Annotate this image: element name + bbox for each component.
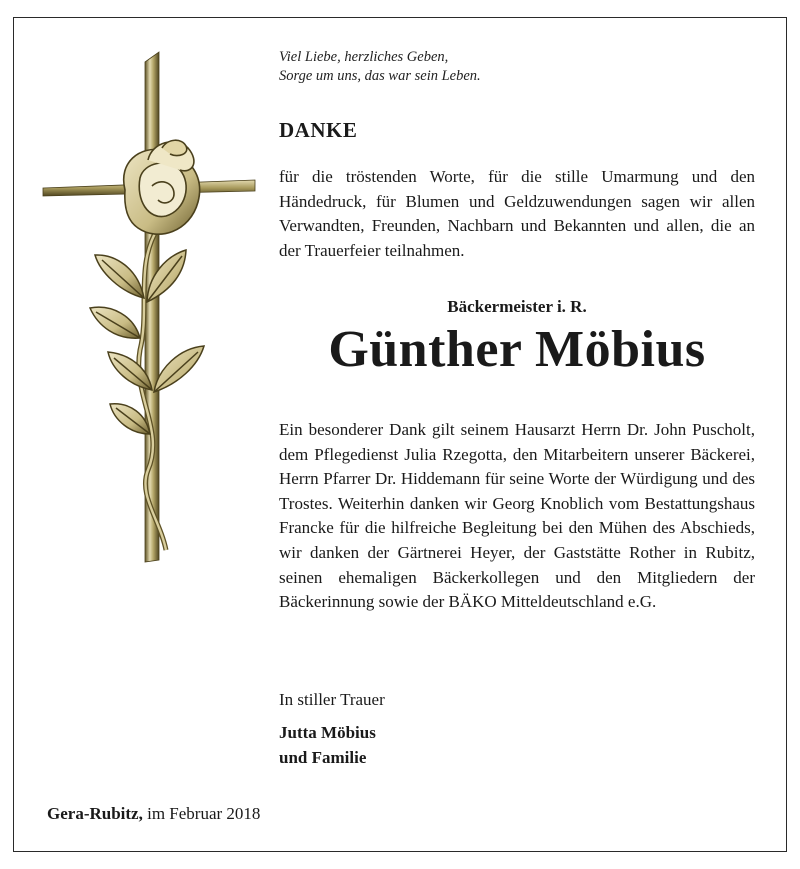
family-line-1: Jutta Möbius <box>279 723 376 742</box>
deceased-name: Günther Möbius <box>328 321 706 378</box>
family-line-2: und Familie <box>279 748 367 767</box>
motto-quote <box>279 48 481 86</box>
special-thanks-paragraph: Ein besonderer Dank gilt seinem Hausarzt Herrn Dr. John Puscholt, dem Pflegedienst Julia Rzegotta, den Mitarbeitern unserer Bäckerei, Herrn Pfarrer Dr. Hiddemann für seine Worte der Würdigung und des Trostes. Weiterhin danken wir Georg Knoblich vom Bestattungshaus Francke für die hilfreiche Begleitung bei den Mühen des Abschieds, wir danken der Gärtnerei Heyer, der Gaststätte Rother in Rubitz, seinen ehemaligen Bäckerkollegen und den Mitgliedern der Bäckerinnung sowie der BÄKO Mitteldeutschland e.G. <box>279 420 755 612</box>
cross-with-rose-icon <box>40 50 265 570</box>
motto-line-2: Sorge um uns, das war sein Leben. <box>279 68 481 84</box>
heading-danke: DANKE <box>279 118 358 142</box>
place-date <box>47 804 260 824</box>
deceased-title: Bäckermeister i. R. <box>447 297 587 316</box>
closing-phrase: In stiller Trauer <box>279 690 385 709</box>
motto-line-1: Viel Liebe, herzliches Geben, <box>279 49 449 65</box>
thanks-paragraph: für die tröstenden Worte, für die stille Umarmung und den Händedruck, für Blumen und Geldzuwendungen sagen wir allen Verwandten, Freunden, Nachbarn und Bekannten und allen, die an der Trauerfeier teilnahmen. <box>279 167 755 260</box>
family-signature <box>279 720 376 770</box>
date: im Februar 2018 <box>142 804 261 823</box>
place: Gera-Rubitz, <box>47 804 143 823</box>
